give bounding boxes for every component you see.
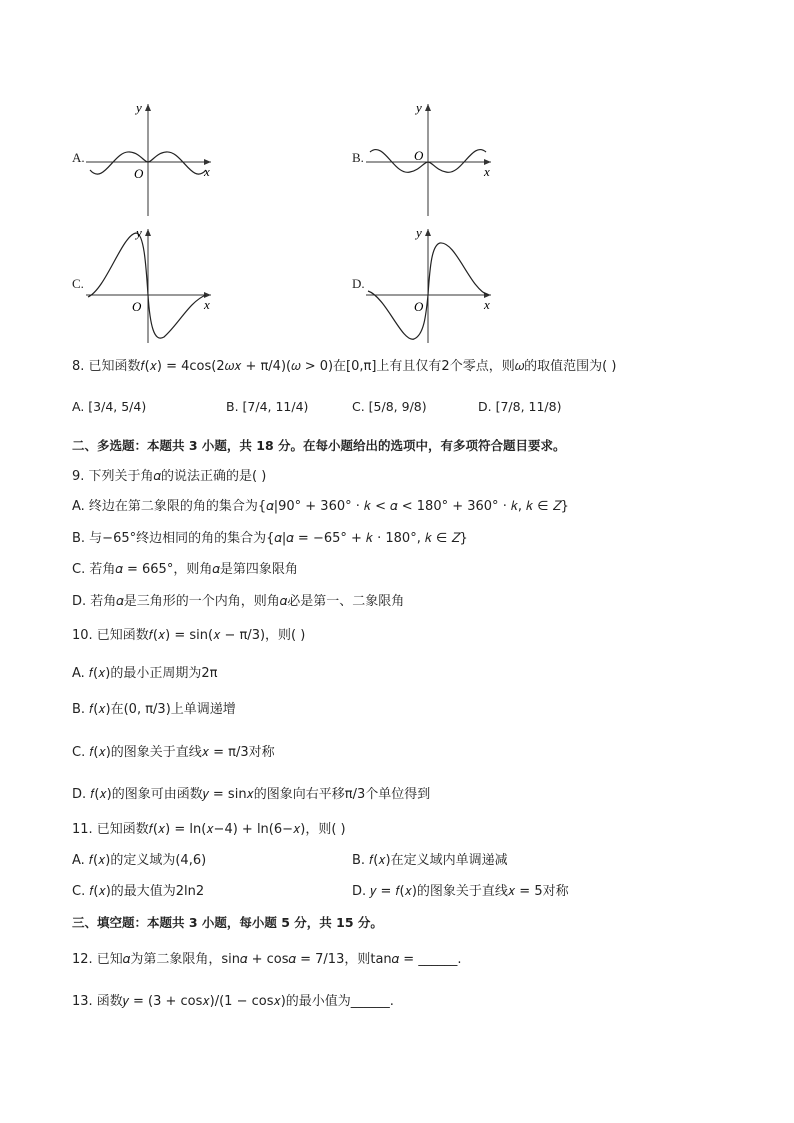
- q8-option-c: C. [5/8, 9/8): [352, 399, 427, 414]
- question-11: 11. 已知函数𝑓(𝑥) = ln(𝑥−4) + ln(6−𝑥)，则( ): [72, 822, 346, 837]
- graph-a: [86, 100, 216, 218]
- origin-label: O: [132, 299, 142, 314]
- q8-option-d: D. [7/8, 11/8): [478, 399, 562, 414]
- graph-b: [366, 100, 496, 218]
- option-a-label: A.: [72, 150, 85, 165]
- section-2-heading: 二、多选题：本题共 3 小题，共 18 分。在每小题给出的选项中，有多项符合题目要求。: [72, 438, 566, 453]
- x-axis-label: x: [204, 164, 210, 179]
- origin-label: O: [414, 148, 424, 163]
- q11-option-a: A. 𝑓(𝑥)的定义域为(4,6): [72, 853, 207, 868]
- q9-option-a: A. 终边在第二象限的角的集合为{𝛼|90° + 360° · 𝑘 < 𝛼 < 180° + 360° · 𝑘, 𝑘 ∈ 𝑍}: [72, 499, 569, 514]
- q9-option-d: D. 若角𝛼是三角形的一个内角，则角𝛼必是第一、二象限角: [72, 594, 405, 609]
- q10-option-d: D. 𝑓(𝑥)的图象可由函数𝑦 = sin𝑥的图象向右平移π/3个单位得到: [72, 787, 431, 802]
- q10-option-b: B. 𝑓(𝑥)在(0, π/3)上单调递增: [72, 702, 236, 717]
- graph-c: [86, 225, 216, 345]
- question-12: 12. 已知𝛼为第二象限角，sin𝛼 + cos𝛼 = 7/13，则tan𝛼 = ______.: [72, 952, 462, 967]
- origin-label: O: [414, 299, 424, 314]
- question-13: 13. 函数𝑦 = (3 + cos𝑥)/(1 − cos𝑥)的最小值为______.: [72, 994, 394, 1009]
- option-d-label: D.: [352, 276, 365, 291]
- q9-option-b: B. 与−65°终边相同的角的集合为{𝛼|𝛼 = −65° + 𝑘 · 180°, 𝑘 ∈ 𝑍}: [72, 531, 468, 546]
- q10-option-c: C. 𝑓(𝑥)的图象关于直线𝑥 = π/3对称: [72, 745, 275, 760]
- q8-option-b: B. [7/4, 11/4): [226, 399, 309, 414]
- section-3-heading: 三、填空题：本题共 3 小题，每小题 5 分，共 15 分。: [72, 915, 383, 930]
- q11-option-c: C. 𝑓(𝑥)的最大值为2ln2: [72, 884, 205, 899]
- q9-option-c: C. 若角𝛼 = 665°，则角𝛼是第四象限角: [72, 562, 298, 577]
- x-axis-label: x: [204, 297, 210, 312]
- graph-d: [366, 225, 496, 345]
- question-8: 8. 已知函数𝑓(𝑥) = 4cos(2𝜔𝑥 + π/4)(𝜔 > 0)在[0,π]上有且仅有2个零点，则𝜔的取值范围为( ): [72, 359, 617, 374]
- x-axis-label: x: [484, 164, 490, 179]
- y-axis-label: y: [136, 100, 142, 115]
- origin-label: O: [134, 166, 144, 181]
- option-b-label: B.: [352, 150, 364, 165]
- question-10: 10. 已知函数𝑓(𝑥) = sin(𝑥 − π/3)，则( ): [72, 628, 306, 643]
- x-axis-label: x: [484, 297, 490, 312]
- option-c-label: C.: [72, 276, 84, 291]
- q11-option-b: B. 𝑓(𝑥)在定义域内单调递减: [352, 853, 508, 868]
- q11-option-d: D. 𝑦 = 𝑓(𝑥)的图象关于直线𝑥 = 5对称: [352, 884, 569, 899]
- y-axis-label: y: [416, 225, 422, 240]
- q10-option-a: A. 𝑓(𝑥)的最小正周期为2π: [72, 666, 218, 681]
- q8-option-a: A. [3/4, 5/4): [72, 399, 147, 414]
- y-axis-label: y: [136, 225, 142, 240]
- question-9: 9. 下列关于角𝛼的说法正确的是( ): [72, 469, 267, 484]
- y-axis-label: y: [416, 100, 422, 115]
